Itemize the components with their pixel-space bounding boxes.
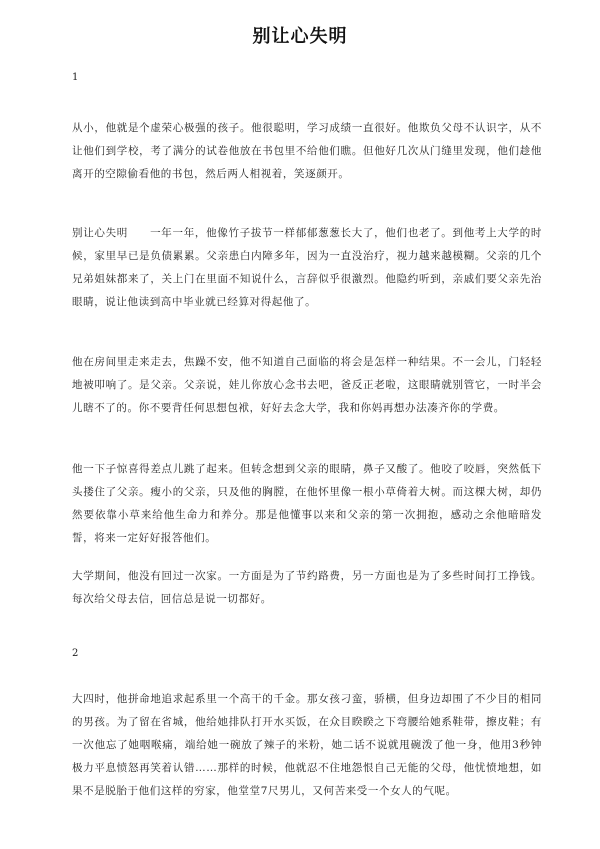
section-number: 2 bbox=[72, 648, 79, 659]
section-number: 1 bbox=[72, 72, 79, 83]
paragraph-text: 从小，他就是个虚荣心极强的孩子。他很聪明，学习成绩一直很好。他欺负父母不认识字，从不让他们到学校，考了满分的试卷他放在书包里不给他们瞧。但他好几次从门缝里发现，他们趁他离开的空隙偷看他的书包，然后两人相视着，笑逐颜开。 bbox=[72, 122, 542, 180]
paragraph bbox=[72, 688, 542, 803]
paragraph-text: 他在房间里走来走去，焦躁不安，他不知道自己面临的将会是怎样一种结果。不一会儿，门轻轻地被叩响了。是父亲。父亲说，娃儿你放心念书去吧，爸反正老啦，这眼睛就别管它，一时半会儿瞎不了的。你不要背任何思想包袱，好好去念大学，我和你妈再想办法凑齐你的学费。 bbox=[72, 356, 542, 414]
page-title: 别让心失明 bbox=[252, 26, 348, 47]
paragraph-lead: 别让心失明 bbox=[72, 227, 128, 239]
paragraph bbox=[72, 222, 542, 314]
paragraph bbox=[72, 351, 542, 420]
paragraph bbox=[72, 458, 542, 550]
paragraph-text: 一年一年，他像竹子拔节一样郁郁葱葱长大了，他们也老了。到他考上大学的时候，家里早已是负债累累。父亲患白内障多年，因为一直没治疗，视力越来越模糊。父亲的几个兄弟姐妹都来了，关上门在里面不知说什么，言辞似乎很激烈。他隐约听到，亲戚们要父亲先治眼睛，说让他读到高中毕业就已经算对得起他了。 bbox=[72, 227, 542, 308]
paragraph-text: 大四时，他拼命地追求起系里一个高干的千金。那女孩刁蛮，骄横，但身边却围了不少目的相同的男孩。为了留在省城，他给她排队打开水买饭，在众目睽睽之下弯腰给她系鞋带，擦皮鞋；有一次他忘了她咽喉痛，端给她一碗放了辣子的米粉，她二话不说就甩碗泼了他一身，他用3秒钟极力平息愤怒再笑着认错……那样的时候，他就忍不住地怨恨自己无能的父母，他忧愤地想，如果不是脱胎于他们这样的穷家，他堂堂7尺男儿，又何苦来受一个女人的气呢。 bbox=[72, 693, 542, 797]
paragraph bbox=[72, 117, 542, 186]
paragraph-text: 大学期间，他没有回过一次家。一方面是为了节约路费，另一方面也是为了多些时间打工挣钱。每次给父母去信，回信总是说一切都好。 bbox=[72, 570, 542, 605]
paragraph-text: 他一下子惊喜得差点儿跳了起来。但转念想到父亲的眼睛，鼻子又酸了。他咬了咬唇，突然低下头搂住了父亲。瘦小的父亲，只及他的胸膛，在他怀里像一根小草倚着大树。而这棵大树，却仍然要依靠小草来给他生命力和养分。那是他懂事以来和父亲的第一次拥抱，感动之余他暗暗发誓，将来一定好好报答他们。 bbox=[72, 463, 542, 544]
paragraph bbox=[72, 565, 542, 611]
